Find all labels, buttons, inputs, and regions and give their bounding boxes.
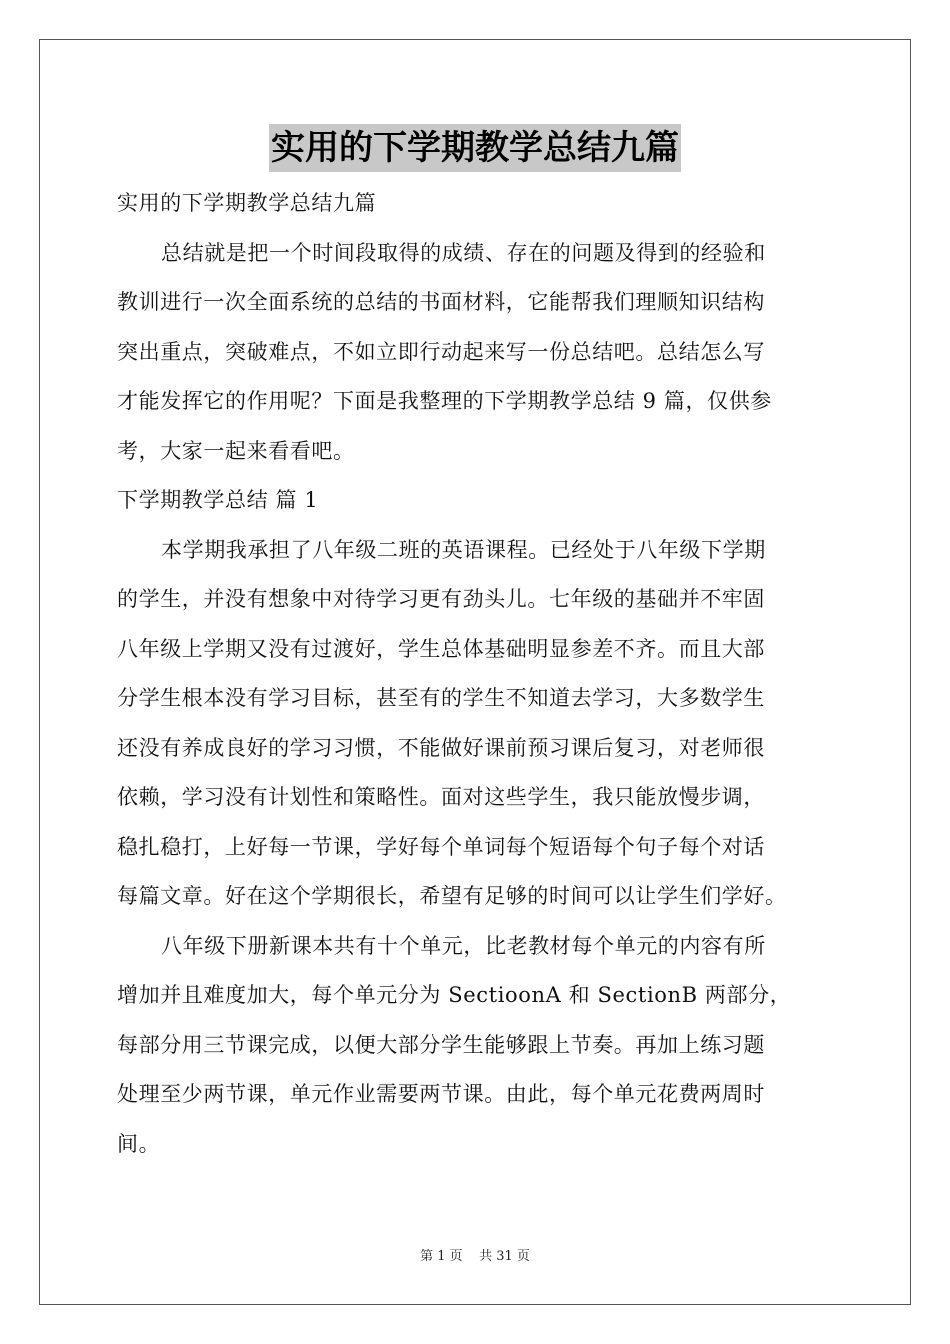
paragraph-line: 才能发挥它的作用呢？下面是我整理的下学期教学总结 9 篇，仅供参 [117,389,772,413]
paragraph-line: 每篇文章。好在这个学期很长，希望有足够的时间可以让学生们学好。 [117,884,787,908]
subtitle-line: 实用的下学期教学总结九篇 [117,191,377,215]
paragraph-line: 突出重点，突破难点，不如立即行动起来写一份总结吧。总结怎么写 [117,339,765,364]
paragraph-line: 教训进行一次全面系统的总结的书面材料，它能帮我们理顺知识结构 [117,290,765,314]
title-container [0,124,950,172]
paragraph-line: 的学生，并没有想象中对待学习更有劲头儿。七年级的基础并不牢固 [117,587,765,611]
document-title: 实用的下学期教学总结九篇 [269,124,681,172]
paragraph-line: 依赖，学习没有计划性和策略性。面对这些学生，我只能放慢步调， [117,785,765,809]
paragraph-line: 稳扎稳打，上好每一节课，学好每个单词每个短语每个句子每个对话 [117,834,765,859]
paragraph-line: 还没有养成良好的学习习惯，不能做好课前预习课后复习，对老师很 [117,735,765,760]
paragraph-line: 八年级下册新课本共有十个单元，比老教材每个单元的内容有所 [161,933,766,958]
paragraph-line: 每部分用三节课完成，以便大部分学生能够跟上节奏。再加上练习题 [117,1032,765,1057]
paragraph-line: 考，大家一起来看看吧。 [117,438,355,463]
paragraph-line: 间。 [117,1131,161,1156]
page-footer [0,1245,950,1264]
paragraph-line: 处理至少两节课，单元作业需要两节课。由此，每个单元花费两周时 [117,1082,765,1106]
paragraph-line: 增加并且难度加大，每个单元分为 SectioonA 和 SectionB 两部分， [117,983,792,1007]
paragraph-line: 本学期我承担了八年级二班的英语课程。已经处于八年级下学期 [161,537,766,562]
paragraph-line: 分学生根本没有学习目标，甚至有的学生不知道去学习，大多数学生 [117,686,765,710]
paragraph-line: 八年级上学期又没有过渡好，学生总体基础明显参差不齐。而且大部 [117,636,765,661]
document-body [117,179,847,1169]
paragraph-line: 总结就是把一个时间段取得的成绩、存在的问题及得到的经验和 [161,240,766,265]
section-heading: 下学期教学总结 篇 1 [117,488,319,512]
page-number: 第 1 页 共 31 页 [420,1249,530,1264]
